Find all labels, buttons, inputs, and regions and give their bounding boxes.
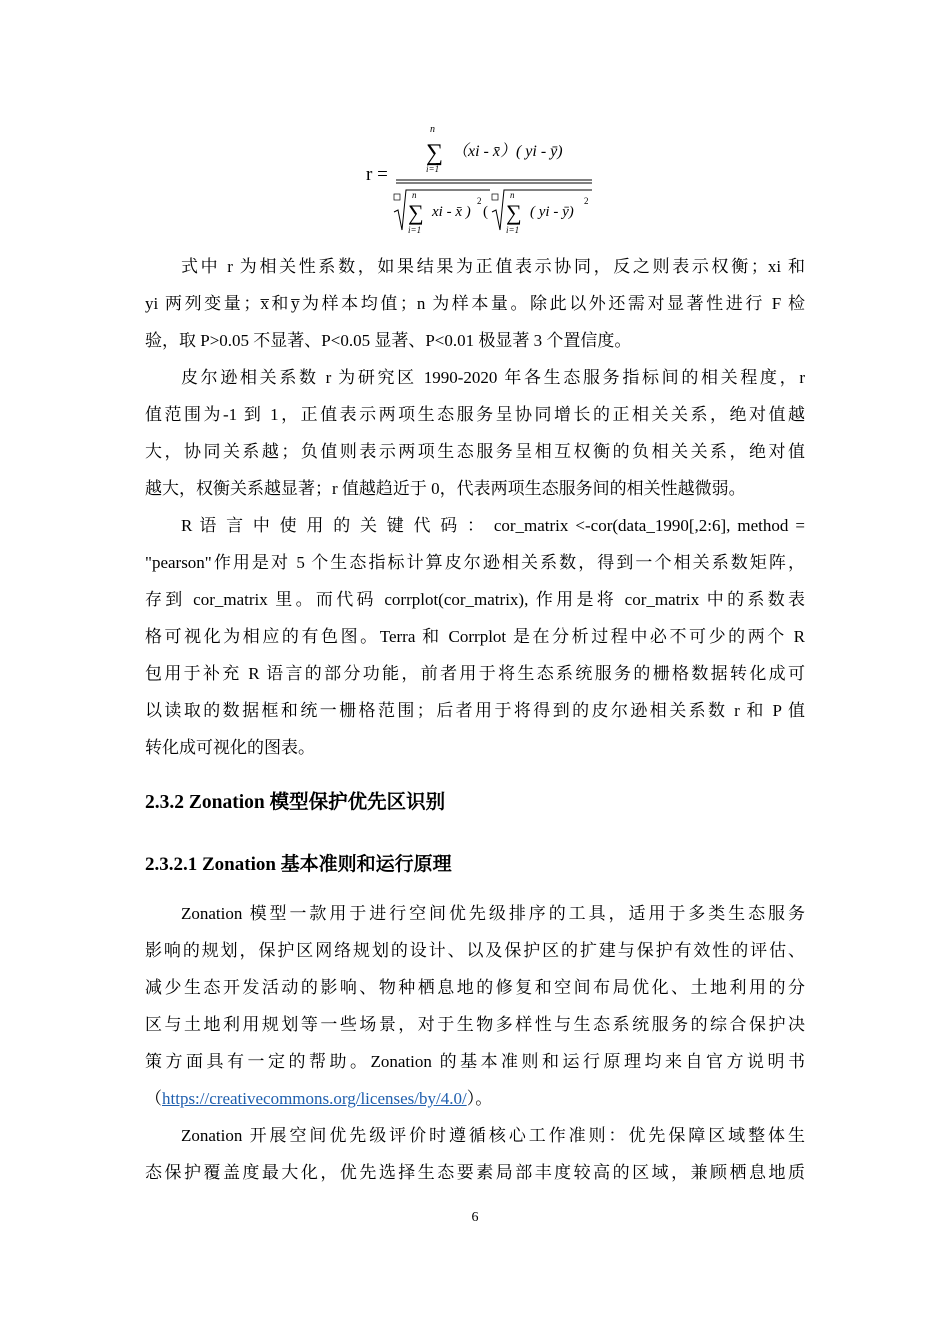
page-number: 6 <box>471 1210 479 1225</box>
den-sum-bottom-2: i=1 <box>506 225 520 235</box>
text-line-link <box>145 1080 805 1117</box>
text-line: R 语 言 中 使 用 的 关 键 代 码 ： cor_matrix <-cor(data_1990[,2:6], method = <box>181 516 805 535</box>
den-sigma-1: ∑ <box>408 200 424 225</box>
den-exp-1: 2 <box>477 196 482 206</box>
paragraph-zonation-criteria <box>145 1117 805 1191</box>
text-line: 格可视化为相应的有色图。Terra 和 Corrplot 是在分析过程中必不可少的两个 R <box>145 627 805 646</box>
text-line: 越大，权衡关系越显著；r 值越趋近于 0，代表两项生态服务间的相关性越微弱。 <box>145 479 746 498</box>
formula-graphic <box>360 118 600 248</box>
text-line: yi 两列变量；x̅和y̅为样本均值；n 为样本量。除此以外还需对显著性进行 F 检 <box>145 294 805 313</box>
placeholder-box-2 <box>492 194 498 200</box>
text-line: 皮尔逊相关系数 r 为研究区 1990-2020 年各生态服务指标间的相关程度，r <box>181 368 805 387</box>
formula-lhs: r = <box>366 164 388 185</box>
text-line: 大，协同关系越；负值则表示两项生态服务呈相互权衡的负相关关系，绝对值 <box>145 442 805 461</box>
den-sum-bottom-1: i=1 <box>408 225 422 235</box>
text-line: 以读取的数据框和统一栅格范围；后者用于将得到的皮尔逊相关系数 r 和 P 值 <box>145 701 805 720</box>
text-line: 态保护覆盖度最大化，优先选择生态要素局部丰度较高的区域，兼顾栖息地质 <box>145 1163 805 1182</box>
text-line: Zonation 开展空间优先级评价时遵循核心工作准则：优先保障区域整体生 <box>181 1126 805 1145</box>
text-line: Zonation 模型一款用于进行空间优先级排序的工具，适用于多类生态服务 <box>181 904 805 923</box>
link-open-paren: （ <box>145 1089 162 1108</box>
placeholder-box-1 <box>394 194 400 200</box>
den-sigma-2: ∑ <box>506 200 522 225</box>
formula-numerator: （xi - x̄）( yi - ȳ) <box>452 143 563 160</box>
section-heading-2-3-2-1: 2.3.2.1 Zonation 基本准则和运行原理 <box>145 854 452 875</box>
den-term-1: xi - x̄ ) <box>432 204 471 220</box>
num-sigma: ∑ <box>426 140 444 166</box>
text-line: 减少生态开发活动的影响、物种栖息地的修复和空间布局优化、土地利用的分 <box>145 978 805 997</box>
text-line: 策方面具有一定的帮助。Zonation 的基本准则和运行原理均来自官方说明书 <box>145 1052 805 1071</box>
license-link[interactable]: https://creativecommons.org/licenses/by/4.0/ <box>162 1089 467 1108</box>
num-sum-top: n <box>430 124 435 135</box>
text-line: 影响的规划，保护区网络规划的设计、以及保护区的扩建与保护有效性的评估、 <box>145 941 805 960</box>
den-exp-2: 2 <box>584 196 589 206</box>
text-line: 转化成可视化的图表。 <box>145 738 315 757</box>
link-close-paren: ）。 <box>466 1089 493 1108</box>
text-line: 值范围为-1 到 1，正值表示两项生态服务呈协同增长的正相关关系，绝对值越 <box>145 405 805 424</box>
num-sum-bottom: i=1 <box>426 164 440 174</box>
paragraph-r-code <box>145 507 805 766</box>
text-line: 验，取 P>0.05 不显著、P<0.05 显著、P<0.01 极显著 3 个置信度。 <box>145 331 632 350</box>
text-line: 区与土地利用规划等一些场景，对于生物多样性与生态系统服务的综合保护决 <box>145 1015 805 1034</box>
paragraph-pearson-range <box>145 359 805 507</box>
den-term-2: ( yi - ȳ) <box>530 204 574 220</box>
den-open: ( <box>483 204 488 220</box>
text-line: "pearson"作用是对 5 个生态指标计算皮尔逊相关系数，得到一个相关系数矩阵， <box>145 553 805 572</box>
den-sum-top-1: n <box>412 190 417 200</box>
text-line: 式中 r 为相关性系数，如果结果为正值表示协同，反之则表示权衡；xi 和 <box>181 257 805 276</box>
paragraph-zonation-intro <box>145 895 805 1117</box>
paragraph-formula-explanation <box>145 248 805 359</box>
text-line: 存到 cor_matrix 里。而代码 corrplot(cor_matrix), 作用是将 cor_matrix 中的系数表 <box>145 590 805 609</box>
correlation-formula <box>360 118 600 248</box>
section-heading-2-3-2: 2.3.2 Zonation 模型保护优先区识别 <box>145 792 446 813</box>
text-line: 包用于补充 R 语言的部分功能，前者用于将生态系统服务的栅格数据转化成可 <box>145 664 805 683</box>
den-sum-top-2: n <box>510 190 515 200</box>
